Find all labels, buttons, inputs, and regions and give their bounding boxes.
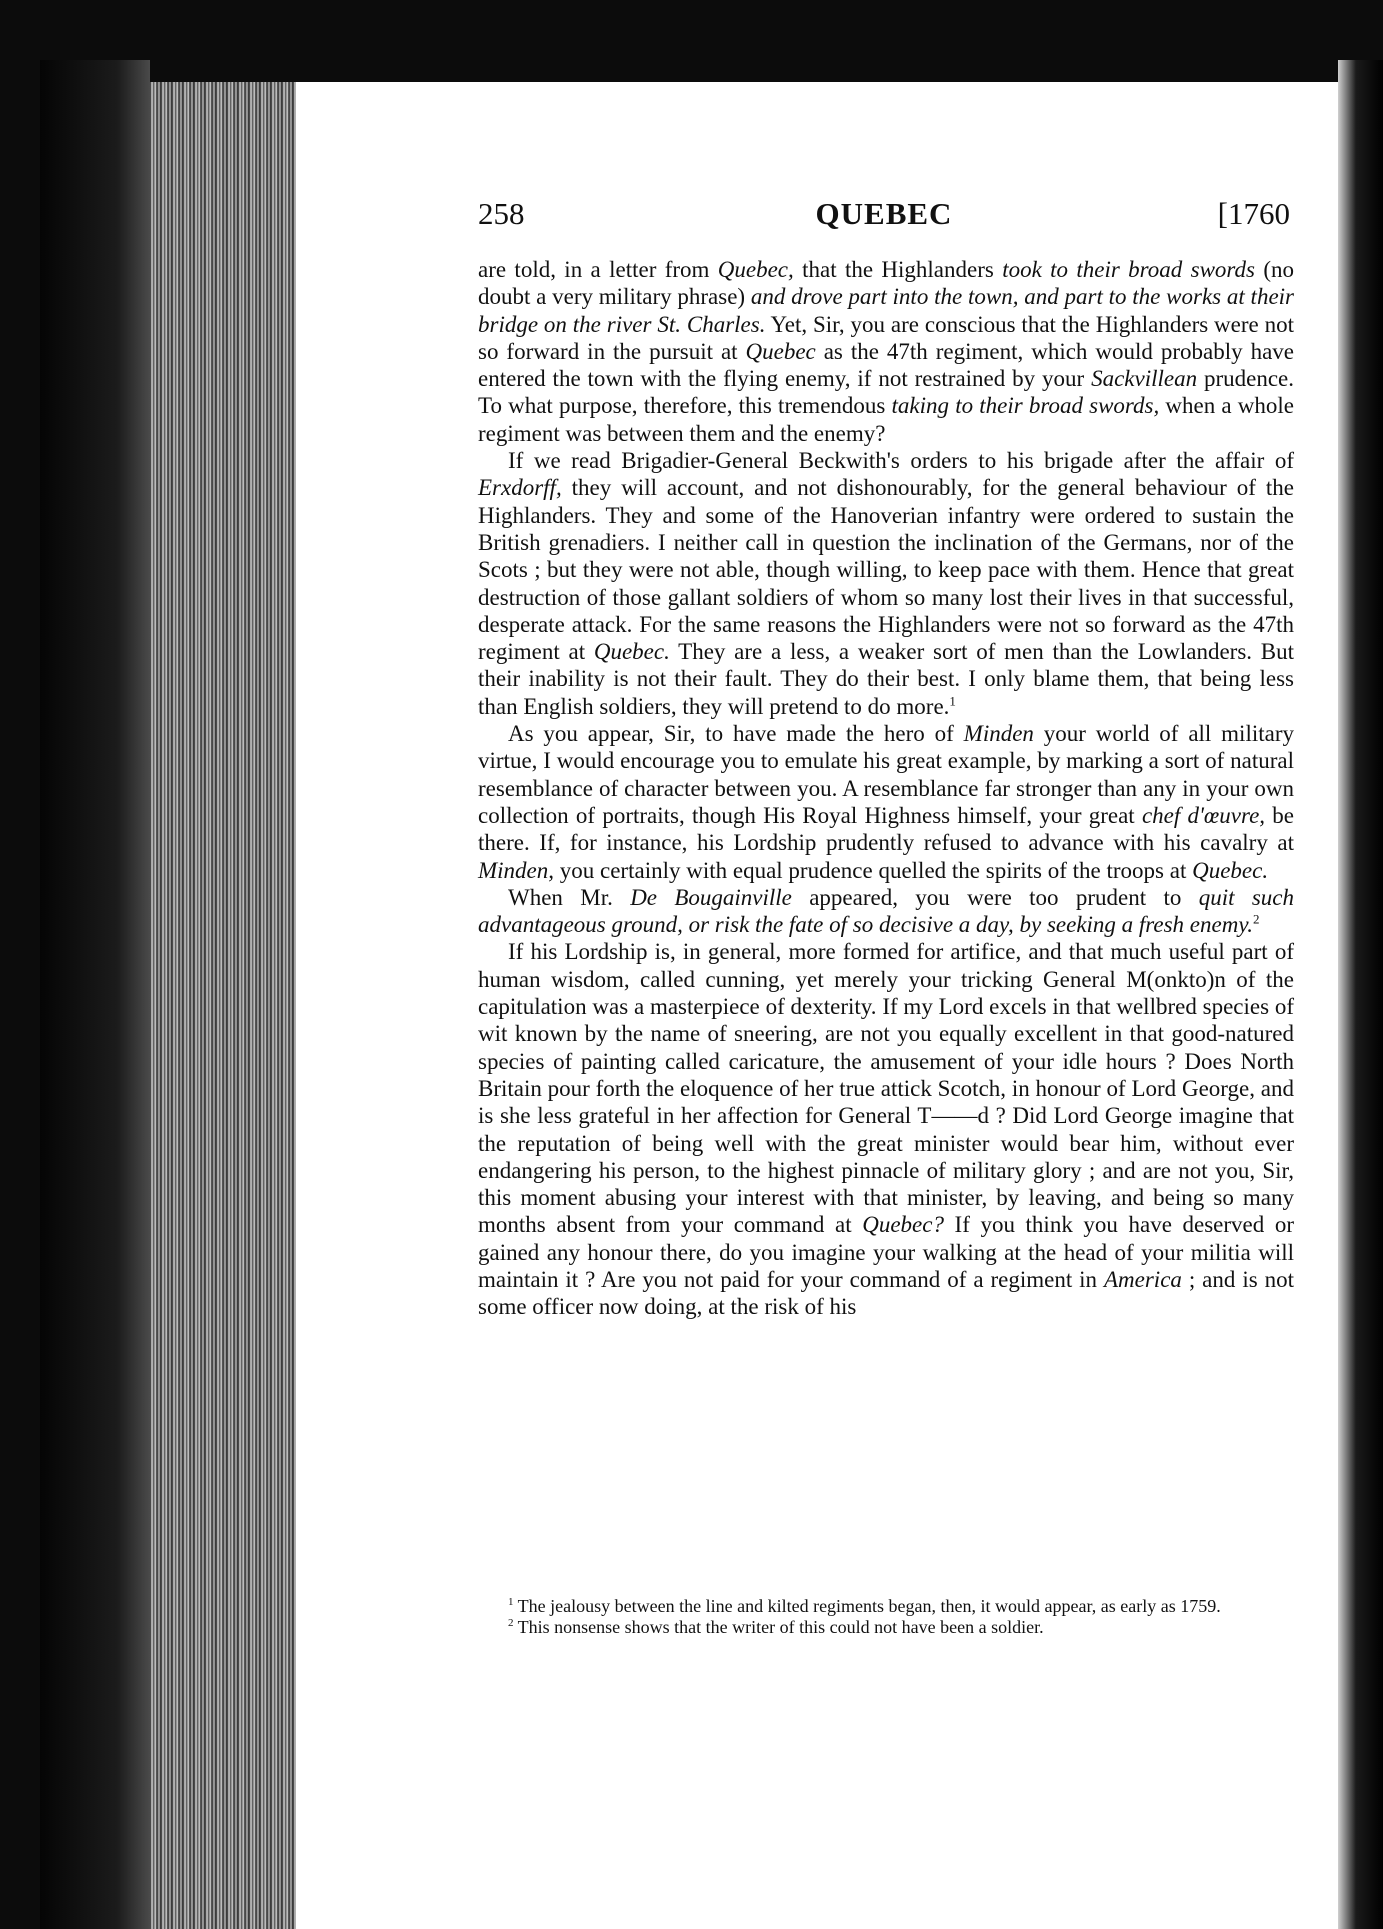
text-run: If you think you have deserved or gained any honour there, do you imagine your walking at the head of your militia will maintain it ? Are you not paid for your command of a regiment in — [478, 1212, 1294, 1292]
text-run: your world of all military virtue, I would encourage you to emulate his great example, by marking a sort of natural resemblance of character between you. A resemblance far stronger than any in your own collection of portraits, though His Royal Highness himself, your great — [478, 721, 1294, 828]
text-run: you certainly with equal prudence quelled the spirits of the troops at — [554, 857, 1193, 883]
italic-run: took to their broad swords — [1002, 257, 1255, 282]
italic-run: Quebec — [745, 338, 816, 364]
text-run: be there. If, for instance, his Lordship prudently refused to advance with his cavalry at — [478, 802, 1294, 856]
page-number: 258 — [478, 196, 525, 231]
body-text — [478, 256, 1294, 1321]
italic-run: Minden, — [478, 857, 555, 883]
paragraph-3 — [478, 720, 1294, 884]
italic-run: America — [1103, 1266, 1182, 1292]
text-run: as the 47th regiment, which would probably have entered the town with the flying enemy, if not restrained by your — [478, 338, 1294, 392]
text-run: Yet, Sir, you are conscious that the Highlanders were not so forward in the pursuit at — [478, 311, 1294, 364]
italic-run: Quebec, — [717, 257, 794, 282]
footnotes — [478, 1596, 1294, 1638]
italic-run: Quebec? — [862, 1212, 944, 1238]
footnote-1 — [478, 1596, 1294, 1617]
italic-run: Quebec. — [1192, 857, 1269, 883]
text-run: As you appear, Sir, to have made the hero of — [508, 721, 964, 747]
scan-right-edge — [1338, 60, 1383, 1929]
scan-left-edge — [40, 60, 150, 1929]
text-run: appeared, you were too prudent to — [791, 884, 1199, 910]
text-run: (no doubt a very military phrase) — [478, 257, 1294, 310]
italic-run: taking to their broad swords, — [891, 393, 1160, 419]
italic-run: and drove part into the town, and part to the works at their bridge on the river St. Charles. — [478, 284, 1294, 337]
running-title: QUEBEC — [815, 196, 953, 231]
paragraph-5 — [478, 938, 1294, 1320]
paragraph-1 — [478, 256, 1294, 447]
text-run: prudence. To what purpose, therefore, this tremendous — [478, 366, 1294, 419]
book-gutter — [150, 82, 300, 1929]
text-run: when a whole regiment was between them and the enemy? — [478, 393, 1294, 446]
paragraph-4 — [478, 884, 1294, 939]
footnote-text: This nonsense shows that the writer of this could not have been a soldier. — [513, 1617, 1044, 1637]
running-year: [1760 — [1217, 196, 1290, 231]
italic-run: Minden — [963, 721, 1034, 747]
text-run: ; and is not some officer now doing, at the risk of his — [478, 1266, 1294, 1320]
footnote-marker: 2 — [508, 1617, 514, 1629]
text-run: that the Highlanders — [793, 257, 1003, 282]
text-run: When Mr. — [508, 884, 631, 910]
text-run: they will account, and not dishonourably, for the general behaviour of the Highlanders. They and some of the Hanoverian infantry were ordered to sustain the British grenadiers. I neither call in question the inclination of the Germans, nor of the Scots ; but they were not able, though willing, to keep pace with them. Hence that great destruction of those gallant soldiers of whom so many lost their lives in that successful, desperate attack. For the same reasons the Highlanders were not so forward as the 47th regiment at — [478, 475, 1294, 665]
footnote-marker: 1 — [949, 693, 956, 709]
italic-run: Quebec. — [593, 639, 670, 665]
footnote-marker: 2 — [1253, 911, 1260, 927]
running-head — [478, 196, 1290, 236]
paragraph-2 — [478, 447, 1294, 720]
italic-run: Erxdorff, — [478, 475, 562, 501]
italic-run: Sackvillean — [1091, 366, 1198, 392]
italic-run: chef d'œuvre, — [1141, 802, 1266, 828]
text-run: are told, in a letter from — [478, 257, 718, 282]
italic-run: De Bougainville — [630, 884, 792, 910]
text-run: If his Lordship is, in general, more formed for artifice, and that much useful part of human wisdom, called cunning, yet merely your tricking General M(onkto)n of the capitulation was a masterpiece of dexterity. If my Lord excels in that wellbred species of wit known by the name of sneering, are not you equally excellent in that good-natured species of painting called caricature, the amusement of your idle hours ? Does North Britain pour forth the eloquence of her true attick Scotch, in honour of Lord George, and is she less grateful in her affection for General T——d ? Did Lord George imagine that the reputation of being well with the great minister would bear him, without ever endangering his person, to the highest pinnacle of military glory ; and are not you, Sir, this moment abusing your interest with that minister, by leaving, and being so many months absent from your command at — [478, 939, 1294, 1238]
text-run: If we read Brigadier-General Beckwith's orders to his brigade after the affair of — [508, 448, 1294, 474]
footnote-2 — [478, 1617, 1294, 1638]
italic-run: quit such advantageous ground, or risk the fate of so decisive a day, by seeking a fresh enemy. — [478, 884, 1294, 938]
footnote-marker: 1 — [508, 1596, 514, 1608]
text-run: They are a less, a weaker sort of men than the Lowlanders. But their inability is not their fault. They do their best. I only blame them, that being less than English soldiers, they will pretend to do more. — [478, 639, 1294, 719]
footnote-text: The jealousy between the line and kilted regiments began, then, it would appear, as early as 1759. — [513, 1596, 1221, 1616]
